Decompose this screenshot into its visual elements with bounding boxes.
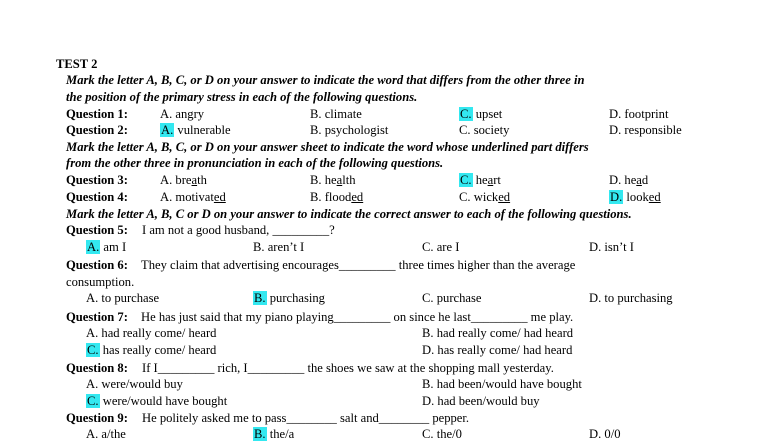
- option-text: society: [473, 123, 510, 137]
- option-a[interactable]: [86, 376, 183, 393]
- word-part: wick: [473, 190, 499, 204]
- grammar-instruction: Mark the letter A, B, C or D on your answer to indicate the correct answer to each of the following questions.: [66, 207, 632, 221]
- option-letter: D.: [609, 107, 622, 121]
- option-c[interactable]: [459, 106, 502, 123]
- underlined-part: ed: [648, 190, 661, 204]
- word-part: he: [624, 173, 637, 187]
- question-8-options-row-1: [0, 376, 784, 393]
- option-letter: B.: [253, 240, 265, 254]
- stress-instruction-line-1: [0, 72, 784, 89]
- word-part: look: [626, 190, 649, 204]
- option-c[interactable]: [86, 342, 216, 359]
- option-letter: D.: [589, 291, 602, 305]
- option-a[interactable]: [86, 426, 126, 443]
- option-text: footprint: [624, 107, 669, 121]
- question-text: He has just said that my piano playing_________ on since he last_________ me play.: [141, 310, 574, 324]
- option-letter: B.: [310, 190, 322, 204]
- question-label: Question 7:: [66, 310, 128, 324]
- question-label: Question 2:: [66, 123, 128, 137]
- question-8-stem: [0, 360, 784, 377]
- question-5-options: [0, 239, 784, 256]
- question-6-options: [0, 290, 784, 307]
- option-b[interactable]: [310, 172, 356, 189]
- option-text: a/the: [101, 427, 126, 441]
- option-text: has really come/ heard: [102, 343, 217, 357]
- option-a[interactable]: [160, 172, 207, 189]
- option-b[interactable]: [310, 106, 362, 123]
- option-letter: D.: [422, 394, 435, 408]
- option-letter-highlighted: C.: [87, 343, 99, 357]
- option-word: [476, 173, 501, 187]
- option-text: the/0: [436, 427, 462, 441]
- question-label: Question 8:: [66, 361, 128, 375]
- option-word: [624, 173, 648, 187]
- option-letter: C.: [422, 427, 434, 441]
- word-part: motivat: [175, 190, 214, 204]
- question-text: I am not a good husband, _________?: [142, 223, 335, 237]
- option-text: has really come/ had heard: [437, 343, 573, 357]
- question-label: Question 3:: [66, 173, 128, 187]
- option-letter: D.: [589, 240, 602, 254]
- question-label: Question 4:: [66, 190, 128, 204]
- option-c[interactable]: [422, 426, 462, 443]
- question-text: If I_________ rich, I_________ the shoes we saw at the shopping mall yesterday.: [142, 361, 554, 375]
- underlined-part: ed: [213, 190, 226, 204]
- option-text: psychologist: [324, 123, 389, 137]
- word-part: he: [475, 173, 488, 187]
- option-letter-highlighted: B.: [254, 291, 266, 305]
- option-a[interactable]: [86, 290, 159, 307]
- option-word: [175, 190, 225, 204]
- option-letter: A.: [160, 107, 173, 121]
- option-b[interactable]: [422, 376, 582, 393]
- pronunciation-instruction-line-1: [0, 139, 784, 156]
- word-part: th: [197, 173, 207, 187]
- question-label: Question 1:: [66, 107, 128, 121]
- option-word: [474, 190, 510, 204]
- option-c[interactable]: [422, 239, 459, 256]
- question-1: [0, 106, 784, 123]
- option-letter: D.: [589, 427, 602, 441]
- option-text: to purchasing: [604, 291, 673, 305]
- question-label: Question 5:: [66, 223, 128, 237]
- pronunciation-instruction-line-2: [0, 155, 784, 172]
- option-a[interactable]: [86, 325, 216, 342]
- grammar-instruction-line: [0, 206, 784, 223]
- underlined-part: ed: [498, 190, 511, 204]
- word-part: he: [324, 173, 337, 187]
- question-3: [0, 172, 784, 189]
- option-c[interactable]: [459, 122, 509, 139]
- pronunciation-instruction-1: Mark the letter A, B, C, or D on your answer sheet to indicate the word whose underlined part differs: [66, 140, 589, 154]
- question-text: He politely asked me to pass________ salt and________ pepper.: [142, 411, 470, 425]
- option-letter: C.: [422, 240, 434, 254]
- option-letter: C.: [459, 190, 471, 204]
- option-text: had really come/ had heard: [436, 326, 574, 340]
- option-b[interactable]: [422, 325, 573, 342]
- stress-instruction-1: Mark the letter A, B, C, or D on your answer to indicate the word that differs from the other three in: [66, 73, 585, 87]
- option-text: 0/0: [604, 427, 621, 441]
- option-b[interactable]: [310, 189, 363, 206]
- stress-instruction-2: the position of the primary stress in each of the following questions.: [66, 90, 418, 104]
- option-text: the/a: [269, 427, 295, 441]
- option-letter: B.: [310, 107, 322, 121]
- question-6-stem: [0, 257, 784, 274]
- option-c[interactable]: [459, 172, 501, 189]
- option-letter: D.: [609, 123, 622, 137]
- option-text: had been/would buy: [437, 394, 540, 408]
- option-d[interactable]: [589, 426, 621, 443]
- question-text: They claim that advertising encourages_________ three times higher than the average: [141, 258, 576, 272]
- option-text: to purchase: [101, 291, 160, 305]
- option-b[interactable]: [253, 426, 294, 443]
- option-d[interactable]: [589, 239, 634, 256]
- option-letter-highlighted: C.: [460, 173, 472, 187]
- question-7-options-row-2: [0, 342, 784, 359]
- option-text: are I: [436, 240, 460, 254]
- underlined-part: ed: [351, 190, 364, 204]
- question-2: [0, 122, 784, 139]
- option-text: were/would have bought: [102, 394, 228, 408]
- option-letter: B.: [310, 173, 322, 187]
- option-text: upset: [475, 107, 503, 121]
- question-7-options-row-1: [0, 325, 784, 342]
- option-text: had been/would have bought: [436, 377, 582, 391]
- option-d[interactable]: [422, 393, 540, 410]
- pronunciation-instruction-2: from the other three in pronunciation in each of the following questions.: [66, 156, 444, 170]
- option-word: [626, 190, 660, 204]
- option-text: purchase: [436, 291, 482, 305]
- option-c[interactable]: [86, 393, 227, 410]
- option-text: had really come/ heard: [101, 326, 217, 340]
- option-text: angry: [175, 107, 205, 121]
- word-part: bre: [175, 173, 192, 187]
- option-text: aren’t I: [267, 240, 305, 254]
- question-8-options-row-2: [0, 393, 784, 410]
- test-title-line: [0, 56, 784, 73]
- option-c[interactable]: [422, 290, 481, 307]
- option-letter: C.: [459, 123, 471, 137]
- option-letter-highlighted: D.: [610, 190, 623, 204]
- word-part: rt: [493, 173, 501, 187]
- option-d[interactable]: [609, 189, 661, 206]
- option-text: am I: [103, 240, 127, 254]
- option-text: responsible: [624, 123, 682, 137]
- option-d[interactable]: [609, 122, 682, 139]
- option-text: isn’t I: [604, 240, 634, 254]
- underlined-part: a: [636, 173, 642, 187]
- option-letter-highlighted: B.: [254, 427, 266, 441]
- option-b[interactable]: [253, 290, 325, 307]
- option-letter-highlighted: C.: [460, 107, 472, 121]
- underlined-part: a: [487, 173, 494, 187]
- option-letter: A.: [86, 427, 99, 441]
- option-d[interactable]: [422, 342, 572, 359]
- underlined-part: a: [191, 173, 198, 187]
- option-text: purchasing: [269, 291, 325, 305]
- option-text: vulnerable: [177, 123, 231, 137]
- question-9-options: [0, 426, 784, 441]
- option-text: were/would buy: [101, 377, 183, 391]
- option-letter: D.: [609, 173, 622, 187]
- word-part: lth: [342, 173, 356, 187]
- option-letter: A.: [86, 377, 99, 391]
- option-letter: D.: [422, 343, 435, 357]
- option-b[interactable]: [253, 239, 304, 256]
- option-letter-highlighted: A.: [87, 240, 100, 254]
- question-text: consumption.: [66, 275, 135, 289]
- option-text: climate: [324, 107, 362, 121]
- question-4: [0, 189, 784, 206]
- option-letter: B.: [422, 326, 434, 340]
- option-c[interactable]: [459, 189, 510, 206]
- question-label: Question 6:: [66, 258, 128, 272]
- underlined-part: a: [336, 173, 343, 187]
- option-word: [325, 190, 363, 204]
- option-a[interactable]: [160, 106, 204, 123]
- option-d[interactable]: [609, 106, 668, 123]
- option-letter: B.: [422, 377, 434, 391]
- test-title: TEST 2: [56, 57, 98, 71]
- option-letter: A.: [86, 291, 99, 305]
- question-6-stem-continued: [0, 274, 784, 291]
- option-letter: A.: [86, 326, 99, 340]
- option-a[interactable]: [160, 189, 226, 206]
- question-7-stem: [0, 309, 784, 326]
- option-letter-highlighted: C.: [87, 394, 99, 408]
- question-9-stem: [0, 410, 784, 427]
- stress-instruction-line-2: [0, 89, 784, 106]
- option-letter: A.: [160, 173, 173, 187]
- question-label: Question 9:: [66, 411, 128, 425]
- word-part: d: [641, 173, 649, 187]
- option-letter: C.: [422, 291, 434, 305]
- option-word: [175, 173, 206, 187]
- option-letter-highlighted: A.: [161, 123, 174, 137]
- option-d[interactable]: [609, 172, 648, 189]
- option-b[interactable]: [310, 122, 388, 139]
- option-letter: A.: [160, 190, 173, 204]
- question-5-stem: [0, 222, 784, 239]
- word-part: flood: [324, 190, 352, 204]
- option-a[interactable]: [86, 239, 126, 256]
- option-d[interactable]: [589, 290, 673, 307]
- option-a[interactable]: [160, 122, 231, 139]
- option-letter: B.: [310, 123, 322, 137]
- option-word: [325, 173, 356, 187]
